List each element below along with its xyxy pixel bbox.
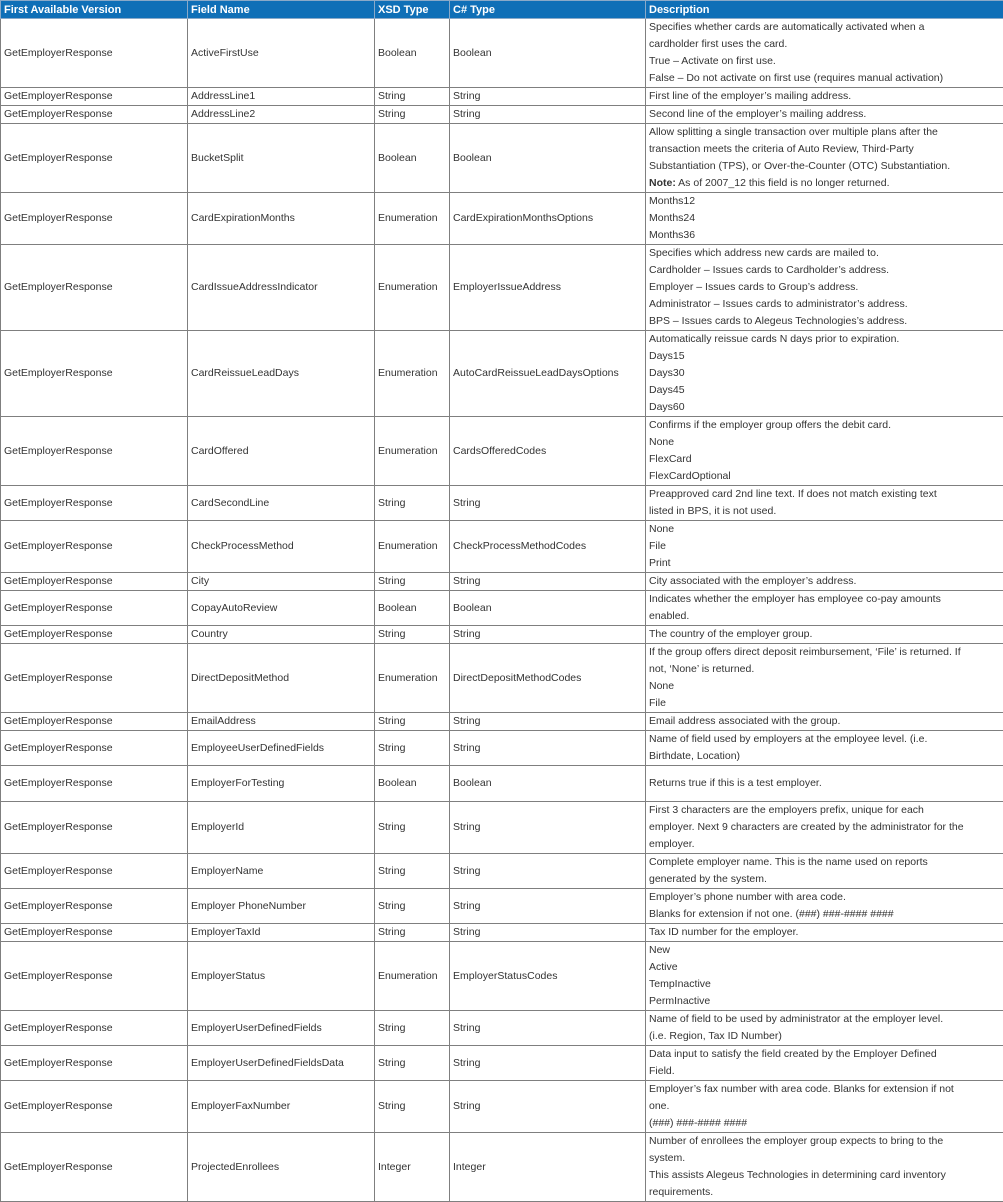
- field-name-cell: ProjectedEnrollees: [188, 1133, 375, 1202]
- description-cell: [646, 854, 1003, 889]
- field-name-cell: CardOffered: [188, 417, 375, 486]
- xsd-type-cell: Enumeration: [375, 417, 450, 486]
- field-name-cell: AddressLine1: [188, 88, 375, 106]
- description-note: [649, 175, 1000, 192]
- field-name-cell: EmployerName: [188, 854, 375, 889]
- field-name-cell: EmployerUserDefinedFieldsData: [188, 1046, 375, 1081]
- description-line: BPS – Issues cards to Alegeus Technologies’s address.: [649, 313, 1000, 330]
- table-row: [1, 766, 1003, 802]
- version-cell: GetEmployerResponse: [1, 486, 188, 521]
- version-cell: GetEmployerResponse: [1, 889, 188, 924]
- csharp-type-cell: CardExpirationMonthsOptions: [450, 193, 646, 245]
- xsd-type-cell: String: [375, 1046, 450, 1081]
- description-line: Days15: [649, 348, 1000, 365]
- table-row: [1, 854, 1003, 889]
- description-line: Active: [649, 959, 1000, 976]
- description-cell: [646, 889, 1003, 924]
- description-cell: [646, 245, 1003, 331]
- xsd-type-cell: String: [375, 889, 450, 924]
- table-row: [1, 124, 1003, 193]
- table-row: [1, 731, 1003, 766]
- note-label: Note:: [649, 177, 676, 189]
- xsd-type-cell: Boolean: [375, 19, 450, 88]
- csharp-type-cell: String: [450, 1046, 646, 1081]
- description-line: City associated with the employer’s address.: [649, 573, 1000, 590]
- csharp-type-cell: CheckProcessMethodCodes: [450, 521, 646, 573]
- description-line: transaction meets the criteria of Auto Review, Third-Party: [649, 141, 1000, 158]
- field-name-cell: CardSecondLine: [188, 486, 375, 521]
- description-line: Name of field used by employers at the employee level. (i.e.: [649, 731, 1000, 748]
- description-cell: [646, 591, 1003, 626]
- description-cell: [646, 521, 1003, 573]
- description-cell: [646, 766, 1003, 802]
- xsd-type-cell: Boolean: [375, 591, 450, 626]
- description-line: listed in BPS, it is not used.: [649, 503, 1000, 520]
- csharp-type-cell: String: [450, 731, 646, 766]
- description-line: First 3 characters are the employers prefix, unique for each: [649, 802, 1000, 819]
- description-line: enabled.: [649, 608, 1000, 625]
- xsd-type-cell: String: [375, 854, 450, 889]
- description-cell: [646, 331, 1003, 417]
- field-name-cell: EmployerForTesting: [188, 766, 375, 802]
- description-line: FlexCardOptional: [649, 468, 1000, 485]
- field-name-cell: ActiveFirstUse: [188, 19, 375, 88]
- csharp-type-cell: Boolean: [450, 19, 646, 88]
- description-line: FlexCard: [649, 451, 1000, 468]
- version-cell: GetEmployerResponse: [1, 521, 188, 573]
- description-line: one.: [649, 1098, 1000, 1115]
- description-line: (###) ###-#### ####: [649, 1115, 1000, 1132]
- description-line: Days45: [649, 382, 1000, 399]
- description-cell: [646, 486, 1003, 521]
- description-cell: [646, 731, 1003, 766]
- version-cell: GetEmployerResponse: [1, 591, 188, 626]
- description-line: Blanks for extension if not one. (###) ###-#### ####: [649, 906, 1000, 923]
- xsd-type-cell: String: [375, 924, 450, 942]
- description-line: Birthdate, Location): [649, 748, 1000, 765]
- description-line: Allow splitting a single transaction over multiple plans after the: [649, 124, 1000, 141]
- description-line: requirements.: [649, 1184, 1000, 1201]
- field-name-cell: AddressLine2: [188, 106, 375, 124]
- table-row: [1, 713, 1003, 731]
- field-name-cell: EmployerStatus: [188, 942, 375, 1011]
- table-row: [1, 626, 1003, 644]
- csharp-type-cell: Boolean: [450, 124, 646, 193]
- table-row: [1, 924, 1003, 942]
- field-name-cell: CardIssueAddressIndicator: [188, 245, 375, 331]
- table-row: [1, 1011, 1003, 1046]
- description-line: First line of the employer’s mailing address.: [649, 88, 1000, 105]
- description-line: Administrator – Issues cards to administrator’s address.: [649, 296, 1000, 313]
- table-row: [1, 942, 1003, 1011]
- csharp-type-cell: String: [450, 626, 646, 644]
- version-cell: GetEmployerResponse: [1, 1081, 188, 1133]
- xsd-type-cell: Boolean: [375, 766, 450, 802]
- description-cell: [646, 124, 1003, 193]
- version-cell: GetEmployerResponse: [1, 124, 188, 193]
- field-name-cell: CheckProcessMethod: [188, 521, 375, 573]
- description-line: (i.e. Region, Tax ID Number): [649, 1028, 1000, 1045]
- description-line: not, ‘None’ is returned.: [649, 661, 1000, 678]
- description-line: If the group offers direct deposit reimbursement, ‘File’ is returned. If: [649, 644, 1000, 661]
- csharp-type-cell: Boolean: [450, 766, 646, 802]
- description-line: Specifies whether cards are automatically activated when a: [649, 19, 1000, 36]
- description-line: False – Do not activate on first use (requires manual activation): [649, 70, 1000, 87]
- description-line: TempInactive: [649, 976, 1000, 993]
- xsd-type-cell: String: [375, 1011, 450, 1046]
- csharp-type-cell: String: [450, 802, 646, 854]
- description-line: Preapproved card 2nd line text. If does not match existing text: [649, 486, 1000, 503]
- version-cell: GetEmployerResponse: [1, 1133, 188, 1202]
- field-name-cell: DirectDepositMethod: [188, 644, 375, 713]
- version-cell: GetEmployerResponse: [1, 106, 188, 124]
- table-row: [1, 802, 1003, 854]
- description-line: Specifies which address new cards are mailed to.: [649, 245, 1000, 262]
- header-csharp-type: C# Type: [450, 1, 646, 19]
- xsd-type-cell: Boolean: [375, 124, 450, 193]
- xsd-type-cell: Enumeration: [375, 193, 450, 245]
- csharp-type-cell: DirectDepositMethodCodes: [450, 644, 646, 713]
- table-row: [1, 1046, 1003, 1081]
- version-cell: GetEmployerResponse: [1, 924, 188, 942]
- header-xsd-type: XSD Type: [375, 1, 450, 19]
- description-line: Returns true if this is a test employer.: [649, 775, 1000, 792]
- table-row: [1, 19, 1003, 88]
- table-row: [1, 486, 1003, 521]
- description-cell: [646, 1011, 1003, 1046]
- description-line: Employer’s fax number with area code. Blanks for extension if not: [649, 1081, 1000, 1098]
- description-line: employer.: [649, 836, 1000, 853]
- version-cell: GetEmployerResponse: [1, 766, 188, 802]
- description-line: Days60: [649, 399, 1000, 416]
- description-line: Second line of the employer’s mailing address.: [649, 106, 1000, 123]
- csharp-type-cell: String: [450, 88, 646, 106]
- description-line: Indicates whether the employer has employee co-pay amounts: [649, 591, 1000, 608]
- description-line: Print: [649, 555, 1000, 572]
- description-line: File: [649, 695, 1000, 712]
- table-row: [1, 591, 1003, 626]
- table-row: [1, 573, 1003, 591]
- description-cell: [646, 417, 1003, 486]
- description-line: Name of field to be used by administrator at the employer level.: [649, 1011, 1000, 1028]
- description-cell: [646, 1081, 1003, 1133]
- header-field-name: Field Name: [188, 1, 375, 19]
- csharp-type-cell: String: [450, 713, 646, 731]
- version-cell: GetEmployerResponse: [1, 193, 188, 245]
- table-row: [1, 245, 1003, 331]
- xsd-type-cell: Enumeration: [375, 521, 450, 573]
- description-line: Employer’s phone number with area code.: [649, 889, 1000, 906]
- field-name-cell: BucketSplit: [188, 124, 375, 193]
- csharp-type-cell: CardsOfferedCodes: [450, 417, 646, 486]
- xsd-type-cell: String: [375, 88, 450, 106]
- xsd-type-cell: String: [375, 106, 450, 124]
- field-name-cell: EmployerUserDefinedFields: [188, 1011, 375, 1046]
- field-name-cell: CardExpirationMonths: [188, 193, 375, 245]
- csharp-type-cell: String: [450, 1081, 646, 1133]
- version-cell: GetEmployerResponse: [1, 1046, 188, 1081]
- description-cell: [646, 626, 1003, 644]
- description-line: system.: [649, 1150, 1000, 1167]
- field-name-cell: EmployerId: [188, 802, 375, 854]
- version-cell: GetEmployerResponse: [1, 731, 188, 766]
- version-cell: GetEmployerResponse: [1, 19, 188, 88]
- version-cell: GetEmployerResponse: [1, 245, 188, 331]
- description-line: Number of enrollees the employer group expects to bring to the: [649, 1133, 1000, 1150]
- note-text: As of 2007_12 this field is no longer returned.: [676, 177, 890, 189]
- description-cell: [646, 1046, 1003, 1081]
- description-line: Complete employer name. This is the name used on reports: [649, 854, 1000, 871]
- version-cell: GetEmployerResponse: [1, 331, 188, 417]
- table-row: [1, 417, 1003, 486]
- description-line: The country of the employer group.: [649, 626, 1000, 643]
- field-name-cell: CardReissueLeadDays: [188, 331, 375, 417]
- description-line: Cardholder – Issues cards to Cardholder’s address.: [649, 262, 1000, 279]
- description-line: Months36: [649, 227, 1000, 244]
- description-line: This assists Alegeus Technologies in determining card inventory: [649, 1167, 1000, 1184]
- xsd-type-cell: Enumeration: [375, 331, 450, 417]
- description-line: None: [649, 521, 1000, 538]
- field-name-cell: EmployerTaxId: [188, 924, 375, 942]
- csharp-type-cell: String: [450, 889, 646, 924]
- csharp-type-cell: String: [450, 1011, 646, 1046]
- csharp-type-cell: String: [450, 573, 646, 591]
- table-row: [1, 521, 1003, 573]
- description-line: cardholder first uses the card.: [649, 36, 1000, 53]
- version-cell: GetEmployerResponse: [1, 88, 188, 106]
- xsd-type-cell: Enumeration: [375, 245, 450, 331]
- field-name-cell: CopayAutoReview: [188, 591, 375, 626]
- table-row: [1, 88, 1003, 106]
- table-body: [1, 19, 1003, 1202]
- field-name-cell: Employer PhoneNumber: [188, 889, 375, 924]
- xsd-type-cell: Integer: [375, 1133, 450, 1202]
- version-cell: GetEmployerResponse: [1, 713, 188, 731]
- description-line: Tax ID number for the employer.: [649, 924, 1000, 941]
- table-row: [1, 1081, 1003, 1133]
- description-cell: [646, 802, 1003, 854]
- csharp-type-cell: String: [450, 106, 646, 124]
- xsd-type-cell: String: [375, 713, 450, 731]
- xsd-type-cell: String: [375, 626, 450, 644]
- version-cell: GetEmployerResponse: [1, 626, 188, 644]
- version-cell: GetEmployerResponse: [1, 417, 188, 486]
- description-line: File: [649, 538, 1000, 555]
- description-cell: [646, 1133, 1003, 1202]
- xsd-type-cell: String: [375, 573, 450, 591]
- csharp-type-cell: String: [450, 924, 646, 942]
- description-line: New: [649, 942, 1000, 959]
- description-line: None: [649, 678, 1000, 695]
- description-line: Email address associated with the group.: [649, 713, 1000, 730]
- description-line: True – Activate on first use.: [649, 53, 1000, 70]
- xsd-type-cell: String: [375, 1081, 450, 1133]
- description-cell: [646, 573, 1003, 591]
- description-line: PermInactive: [649, 993, 1000, 1010]
- description-line: Confirms if the employer group offers the debit card.: [649, 417, 1000, 434]
- version-cell: GetEmployerResponse: [1, 854, 188, 889]
- description-line: Months12: [649, 193, 1000, 210]
- header-description: Description: [646, 1, 1003, 19]
- description-line: Data input to satisfy the field created by the Employer Defined: [649, 1046, 1000, 1063]
- description-line: Employer – Issues cards to Group’s address.: [649, 279, 1000, 296]
- field-name-cell: EmailAddress: [188, 713, 375, 731]
- description-cell: [646, 19, 1003, 88]
- csharp-type-cell: EmployerIssueAddress: [450, 245, 646, 331]
- header-first-available-version: First Available Version: [1, 1, 188, 19]
- description-line: None: [649, 434, 1000, 451]
- field-name-cell: Country: [188, 626, 375, 644]
- field-name-cell: City: [188, 573, 375, 591]
- description-line: Automatically reissue cards N days prior to expiration.: [649, 331, 1000, 348]
- field-name-cell: EmployerFaxNumber: [188, 1081, 375, 1133]
- csharp-type-cell: Boolean: [450, 591, 646, 626]
- description-line: Days30: [649, 365, 1000, 382]
- version-cell: GetEmployerResponse: [1, 573, 188, 591]
- xsd-type-cell: String: [375, 802, 450, 854]
- table-row: [1, 1133, 1003, 1202]
- description-line: Substantiation (TPS), or Over-the-Counter (OTC) Substantiation.: [649, 158, 1000, 175]
- description-cell: [646, 644, 1003, 713]
- description-line: generated by the system.: [649, 871, 1000, 888]
- field-name-cell: EmployeeUserDefinedFields: [188, 731, 375, 766]
- csharp-type-cell: AutoCardReissueLeadDaysOptions: [450, 331, 646, 417]
- table-row: [1, 193, 1003, 245]
- description-cell: [646, 713, 1003, 731]
- description-cell: [646, 88, 1003, 106]
- version-cell: GetEmployerResponse: [1, 802, 188, 854]
- description-line: Months24: [649, 210, 1000, 227]
- xsd-type-cell: Enumeration: [375, 942, 450, 1011]
- description-cell: [646, 106, 1003, 124]
- xsd-type-cell: String: [375, 486, 450, 521]
- description-line: Field.: [649, 1063, 1000, 1080]
- xsd-type-cell: String: [375, 731, 450, 766]
- csharp-type-cell: String: [450, 486, 646, 521]
- table-header-row: [1, 1, 1003, 19]
- table-row: [1, 331, 1003, 417]
- csharp-type-cell: String: [450, 854, 646, 889]
- version-cell: GetEmployerResponse: [1, 1011, 188, 1046]
- table-row: [1, 106, 1003, 124]
- xsd-type-cell: Enumeration: [375, 644, 450, 713]
- version-cell: GetEmployerResponse: [1, 644, 188, 713]
- description-cell: [646, 193, 1003, 245]
- version-cell: GetEmployerResponse: [1, 942, 188, 1011]
- table-row: [1, 644, 1003, 713]
- table-row: [1, 889, 1003, 924]
- description-cell: [646, 924, 1003, 942]
- csharp-type-cell: Integer: [450, 1133, 646, 1202]
- description-cell: [646, 942, 1003, 1011]
- description-line: employer. Next 9 characters are created by the administrator for the: [649, 819, 1000, 836]
- csharp-type-cell: EmployerStatusCodes: [450, 942, 646, 1011]
